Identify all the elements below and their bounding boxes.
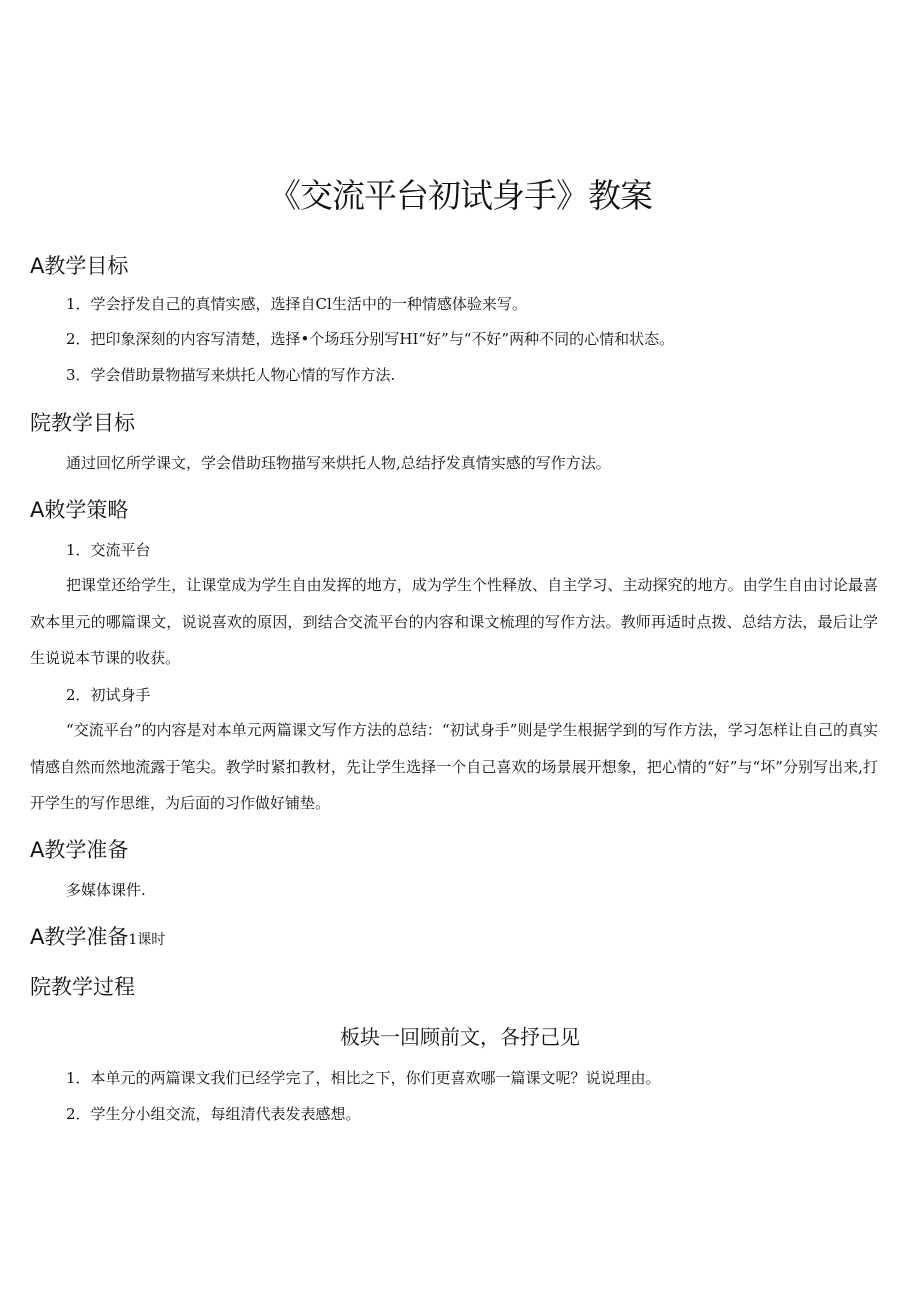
strategy-paragraph: “交流平台”的内容是对本单元两篇课文写作方法的总结：“初试身手”则是学生根据学到的写作方法，学习怎样让自己的真实情感自然而然地流露于笔尖。教学时紧扣教材，先让学生选择一个自己喜欢的场景展开想象，把心情的“好”与“坏”分别写出来,打开学生的写作思维，为后面的习作做好铺垫。 [30,721,878,812]
block-title: 板块一回顾前文，各抒己见 [340,1025,580,1049]
heading-teaching-process: 院教学过程 [30,975,135,999]
strategy-item-label: 2．初试身手 [66,686,151,704]
heading-key-goals: 院教学目标 [30,411,135,435]
hours-heading-label: A教学准备 [30,925,129,949]
prep-text: 多媒体课件. [66,881,146,899]
goal-item: 2．把印象深刻的内容写清楚，选择•个场珏分别写HI“好”与“不好”两种不同的心情和状态。 [66,330,675,348]
heading-teaching-strategy: A敕学策略 [30,498,129,522]
goal-item: 1．学会抒发自己的真情实感，选择自Cl生活中的一种情感体验来写。 [66,295,527,313]
goal-item: 3．学会借助景物描写来烘托人物心情的写作方法. [66,366,396,384]
heading-teaching-goals: A教学目标 [30,254,129,278]
process-item: 2．学生分小组交流，每组清代表发表感想。 [66,1105,361,1123]
heading-teaching-hours [30,922,165,955]
strategy-item-label: 1．交流平台 [66,541,151,559]
hours-note: 1课时 [128,932,166,948]
heading-teaching-prep: A教学准备 [30,838,129,862]
process-item: 1．本单元的两篇课文我们已经学完了，相比之下，你们更喜欢哪一篇课文呢？说说理由。 [66,1069,661,1087]
strategy-paragraph: 把课堂还给学生，让课堂成为学生自由发挥的地方，成为学生个性释放、自主学习、主动探究的地方。由学生自由讨论最喜欢本里元的哪篇课文，说说喜欢的原因，到结合交流平台的内容和课文梳理的写作方法。教师再适时点拨、总结方法，最后让学生说说本节课的收获。 [30,576,878,667]
key-goals-text: 通过回忆所学课文，学会借助珏物描写来烘托人物,总结抒发真情实感的写作方法。 [66,454,611,472]
document-title: 《交流平台初试身手》教案 [268,176,652,215]
